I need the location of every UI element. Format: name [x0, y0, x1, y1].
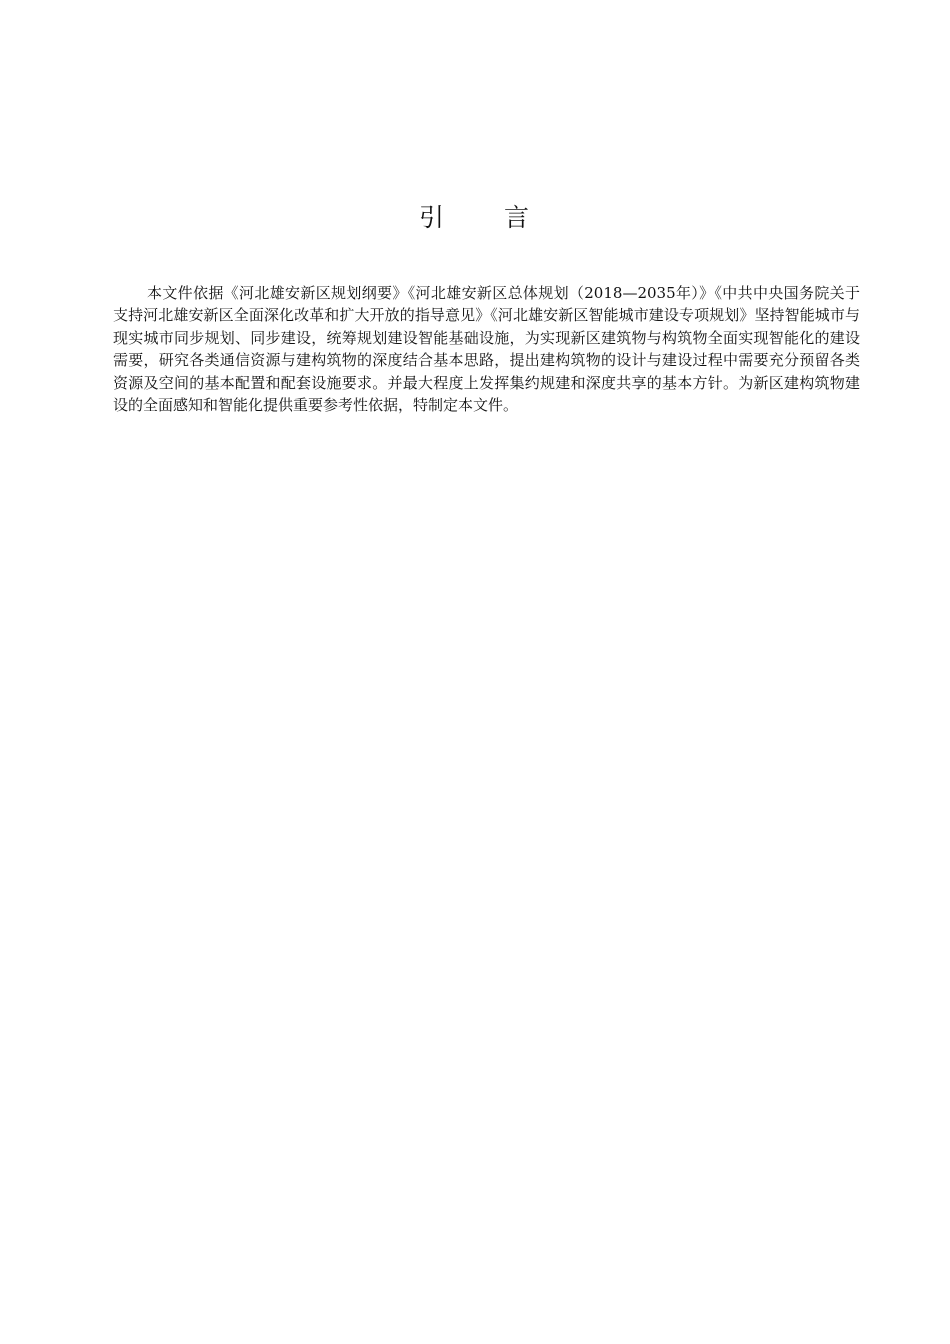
heading-char-1: 引: [418, 203, 446, 232]
introduction-paragraph: 本文件依据《河北雄安新区规划纲要》《河北雄安新区总体规划（2018—2035年）》《中共中央国务院关于支持河北雄安新区全面深化改革和扩大开放的指导意见》《河北雄安新区智能城市建设专项规划》坚持智能城市与现实城市同步规划、同步建设，统筹规划建设智能基础设施，为实现新区建筑物与构筑物全面实现智能化的建设需要，研究各类通信资源与建构筑物的深度结合基本思路，提出建构筑物的设计与建设过程中需要充分预留各类资源及空间的基本配置和配套设施要求。并最大程度上发挥集约规建和深度共享的基本方针。为新区建构筑物建设的全面感知和智能化提供重要参考性依据，特制定本文件。: [113, 284, 860, 415]
heading-char-2: 言: [504, 203, 532, 232]
section-heading: [0, 200, 950, 236]
